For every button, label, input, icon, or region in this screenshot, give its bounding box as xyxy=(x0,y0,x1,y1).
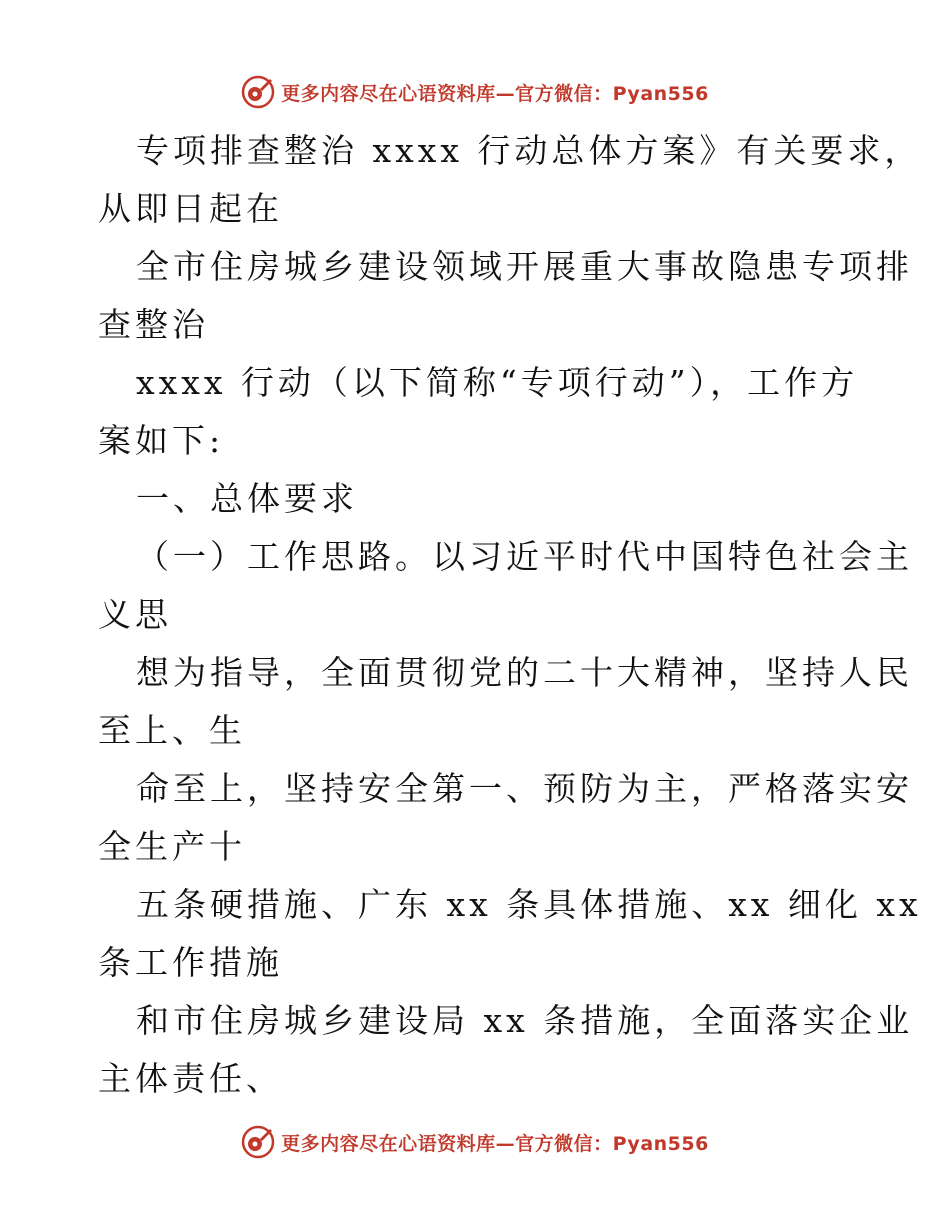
text-line: 五条硬措施、广东 xx 条具体措施、xx 细化 xx xyxy=(136,885,922,924)
text-line: 命至上，坚持安全第一、预防为主，严格落实安 xyxy=(136,769,913,808)
document-body xyxy=(98,122,922,1108)
text-line: 条工作措施 xyxy=(98,943,283,982)
banner-text: 更多内容尽在心语资料库—官方微信：Pyan556 xyxy=(281,82,709,105)
text-line: 案如下: xyxy=(98,421,225,460)
text-line: 义思 xyxy=(98,595,172,634)
text-line: 专项排查整治 xxxx 行动总体方案》有关要求， xyxy=(136,131,922,170)
text-line: 想为指导，全面贯彻党的二十大精神，坚持人民 xyxy=(136,653,913,692)
text-line: 主体责任、 xyxy=(98,1059,283,1098)
header-banner xyxy=(0,72,950,112)
section-heading: 一、总体要求 xyxy=(136,479,358,518)
text-line: 查整治 xyxy=(98,305,209,344)
text-line: xxxx 行动（以下简称“专项行动”），工作方 xyxy=(136,363,859,402)
text-line: 全生产十 xyxy=(98,827,246,866)
banner-text: 更多内容尽在心语资料库—官方微信：Pyan556 xyxy=(281,1132,709,1155)
quill-pen-seal-icon xyxy=(241,1125,275,1159)
text-line: 和市住房城乡建设局 xx 条措施，全面落实企业 xyxy=(136,1001,914,1040)
text-line: 从即日起在 xyxy=(98,189,283,228)
quill-pen-seal-icon xyxy=(241,75,275,109)
text-line: 至上、生 xyxy=(98,711,246,750)
footer-banner xyxy=(0,1122,950,1162)
text-line: （一）工作思路。以习近平时代中国特色社会主 xyxy=(136,537,913,576)
text-line: 全市住房城乡建设领域开展重大事故隐患专项排 xyxy=(136,247,913,286)
